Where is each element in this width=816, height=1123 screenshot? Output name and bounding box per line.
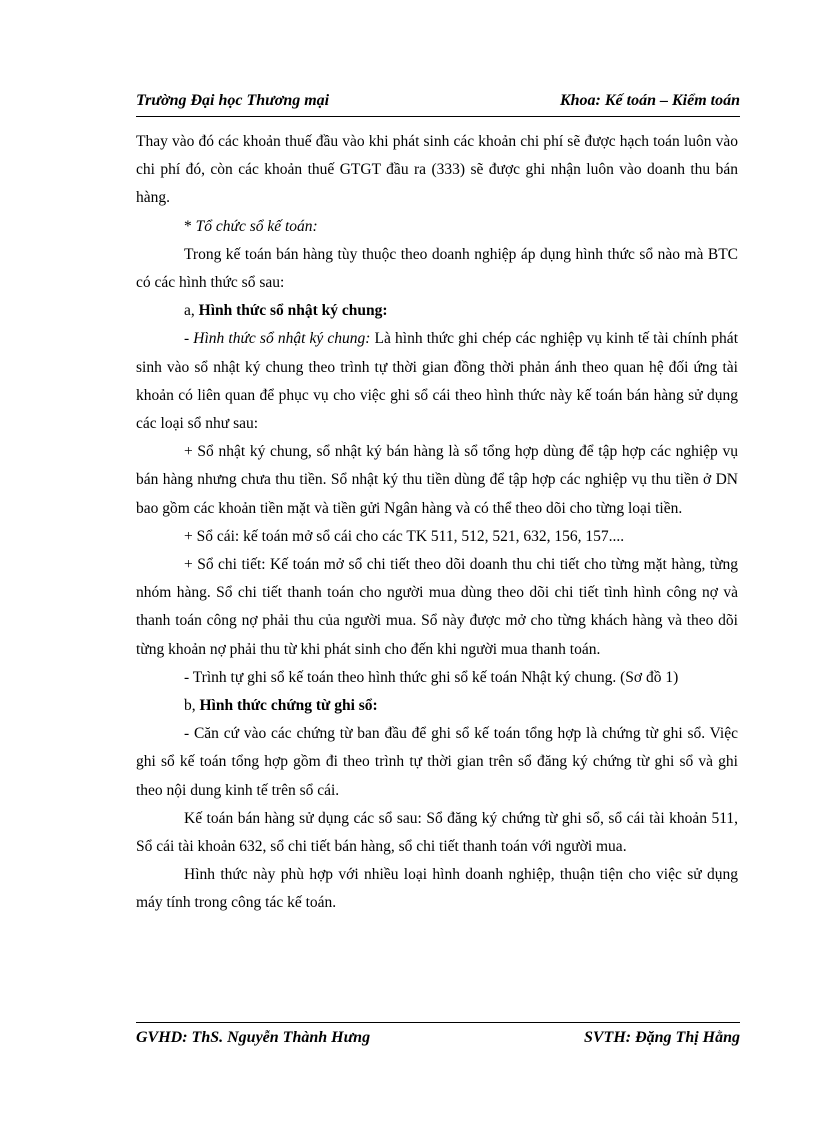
- header-faculty: Khoa: Kế toán – Kiểm toán: [559, 92, 740, 109]
- footer-student: SVTH: Đặng Thị Hằng: [583, 1029, 740, 1046]
- section-title: Tổ chức sổ kế toán:: [195, 217, 318, 235]
- paragraph-8: + Sổ chi tiết: Kế toán mở sổ chi tiết theo dõi doanh thu chi tiết cho từng mặt hàng, từng nhóm hàng. Sổ chi tiết thanh toán cho người mua dùng theo dõi chi tiết tình hình công nợ và thanh toán công nợ phải thu của người mua. Sổ này được mở cho từng khách hàng và theo dõi từng khoản nợ phải thu từ khi phát sinh cho đến khi người mua thanh toán.: [136, 556, 738, 658]
- paragraph-text: Là hình thức ghi chép các nghiệp vụ kinh tế tài chính phát sinh vào sổ nhật ký chung theo trình tự thời gian đồng thời phản ánh theo quan hệ đối ứng tài khoản có liên quan để phục vụ cho việc ghi sổ cái theo hình thức này kế toán bán hàng sử dụng các loại sổ như sau:: [136, 330, 738, 433]
- page-header: [136, 90, 740, 117]
- subsection-heading-b: [136, 692, 738, 720]
- paragraph-12: Kế toán bán hàng sử dụng các sổ sau: Sổ đăng ký chứng từ ghi sổ, sổ cái tài khoản 511, Sổ cái tài khoản 632, sổ chi tiết bán hàng, sổ chi tiết thanh toán với người mua.: [136, 809, 738, 856]
- paragraph-3: Trong kế toán bán hàng tùy thuộc theo doanh nghiệp áp dụng hình thức sổ nào mà BTC có các hình thức sổ sau:: [136, 245, 738, 292]
- paragraph-7: + Sổ cái: kế toán mở sổ cái cho các TK 511, 512, 521, 632, 156, 157....: [184, 527, 625, 545]
- paragraph-5: [136, 325, 738, 438]
- paragraph-6: + Sổ nhật ký chung, sổ nhật ký bán hàng là sổ tổng hợp dùng để tập hợp các nghiệp vụ bán hàng nhưng chưa thu tiền. Sổ nhật ký thu tiền dùng để tập hợp các nghiệp vụ thu tiền ở DN bao gồm các khoản tiền mặt và tiền gửi Ngân hàng và có thể theo dõi cho từng loại tiền.: [136, 443, 738, 517]
- document-body: [136, 128, 738, 918]
- paragraph-1: Thay vào đó các khoản thuế đầu vào khi phát sinh các khoản chi phí sẽ được hạch toán luôn vào chi phí đó, còn các khoản thuế GTGT đầu ra (333) sẽ được ghi nhận luôn vào doanh thu bán hàng.: [136, 133, 738, 207]
- section-heading-ledger-org: [136, 213, 738, 241]
- subsection-prefix: a,: [184, 302, 199, 320]
- subsection-heading-a: [136, 297, 738, 325]
- page-footer: [136, 1022, 740, 1046]
- paragraph-11: - Căn cứ vào các chứng từ ban đầu để ghi sổ kế toán tổng hợp là chứng từ ghi sổ. Việc ghi sổ kế toán tổng hợp gồm đi theo trình tự thời gian trên sổ đăng ký chứng từ ghi sổ và ghi theo nội dung kinh tế trên sổ cái.: [136, 725, 738, 799]
- subsection-prefix: b,: [184, 697, 200, 715]
- paragraph-13: Hình thức này phù hợp với nhiều loại hình doanh nghiệp, thuận tiện cho việc sử dụng máy tính trong công tác kế toán.: [136, 866, 738, 912]
- subsection-title: Hình thức sổ nhật ký chung:: [198, 302, 388, 320]
- header-university: Trường Đại học Thương mại: [136, 92, 330, 109]
- star-bullet: *: [184, 217, 196, 235]
- dash-prefix: -: [184, 330, 194, 348]
- footer-supervisor: GVHD: ThS. Nguyễn Thành Hưng: [136, 1029, 371, 1046]
- subsection-title: Hình thức chứng từ ghi sổ:: [199, 697, 378, 715]
- paragraph-9: - Trình tự ghi sổ kế toán theo hình thức ghi sổ kế toán Nhật ký chung. (Sơ đồ 1): [184, 668, 679, 686]
- term-title: Hình thức sổ nhật ký chung:: [193, 330, 371, 348]
